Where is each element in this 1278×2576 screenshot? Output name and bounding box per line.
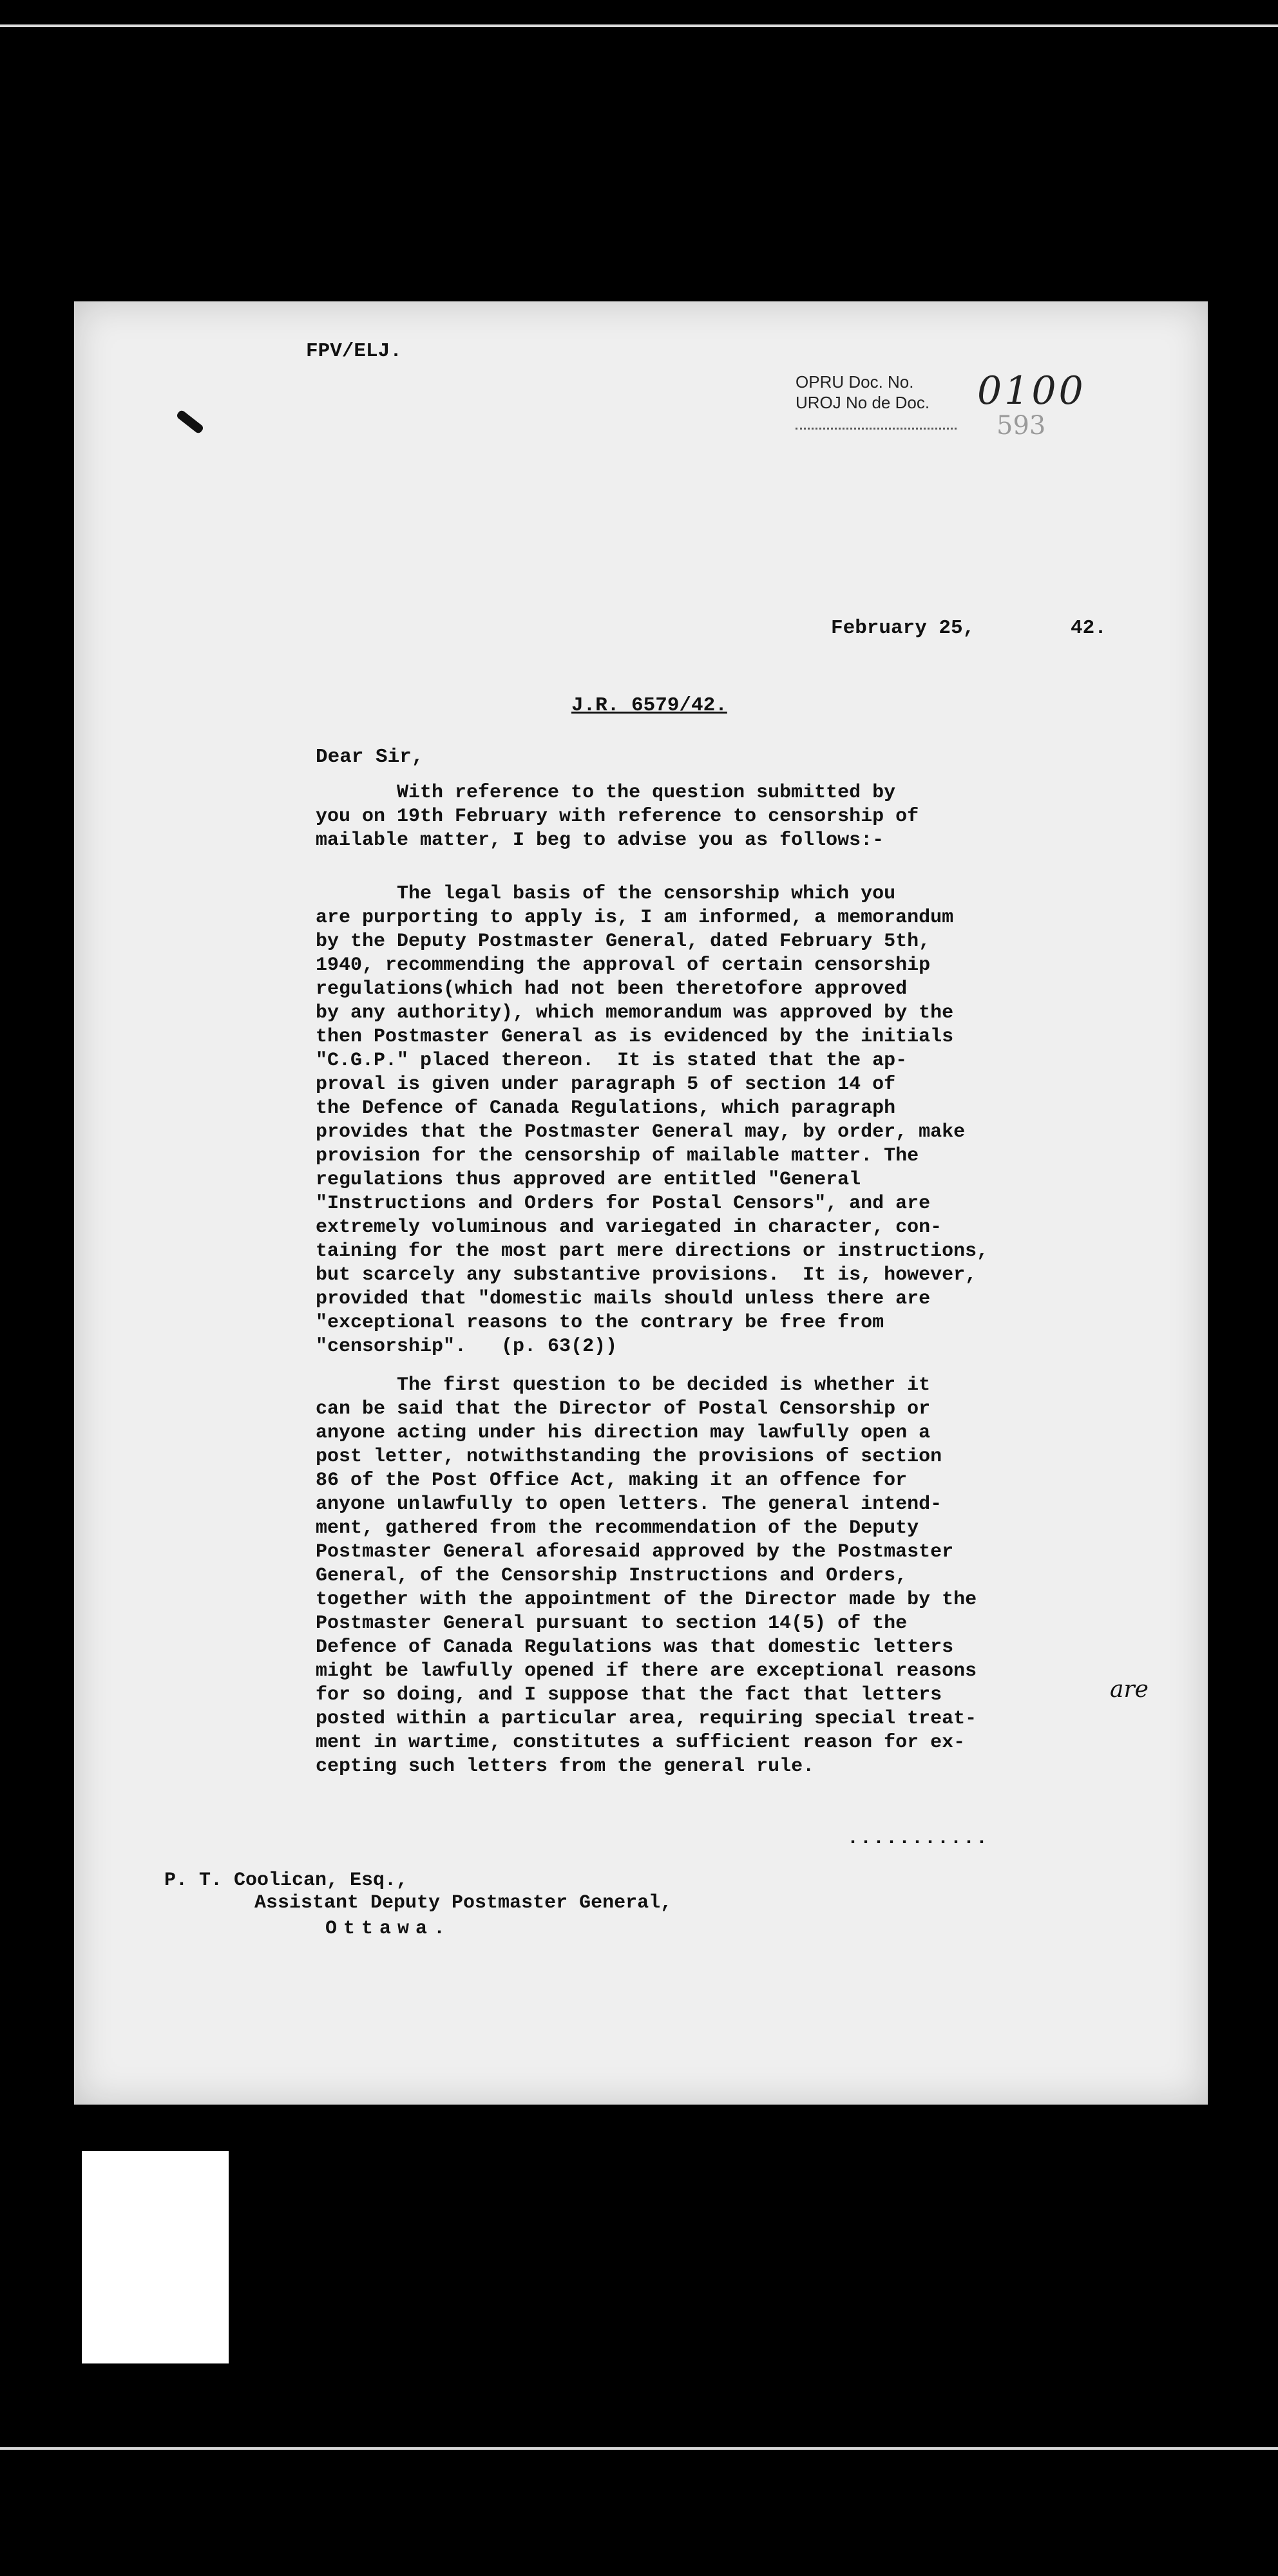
letter-date: February 25, 42. <box>831 617 1107 639</box>
handwritten-insert: are <box>1110 1676 1149 1703</box>
letter-page <box>74 301 1208 2105</box>
recipient-title: Assistant Deputy Postmaster General, <box>254 1892 672 1914</box>
paragraph-1: With reference to the question submitted by you on 19th February with reference to censorship of mailable matter, I beg to advise you as follows:- <box>316 782 919 851</box>
paragraph-3: The first question to be decided is whether it can be said that the Director of Postal Censorship or anyone acting under his direction may lawfully open a post letter, notwithstanding the provisions of section 86 of the Post Office Act, making it an offence for anyone unlawfully to open letters. The general intend- ment, gathered from the recommendation of the Deputy Postmaster General aforesaid approved by the Postmaster General, of the Censorship Instructions and Orders, together with the appointment of the Director made by the Postmaster General pursuant to section 14(5) of the Defence of Canada Regulations was that domestic letters might be lawfully opened if there are exceptional reasons for so doing, and I suppose that the fact that letters posted within a particular area, requiring special treat- ment in wartime, constitutes a sufficient reason for ex- cepting such letters from the general rule. <box>316 1374 977 1777</box>
white-label-patch <box>82 2151 229 2363</box>
stamp-faint-number: 593 <box>997 411 1046 440</box>
recipient-city: Ottawa. <box>325 1918 452 1940</box>
document-number-stamp <box>796 368 1092 443</box>
stamp-label-french: UROJ No de Doc. <box>796 393 930 412</box>
salutation: Dear Sir, <box>316 746 424 768</box>
reference-number: J.R. 6579/42. <box>571 694 727 717</box>
stamp-handwritten-number: 0100 <box>977 368 1086 413</box>
ellipsis-dots: ........... <box>847 1828 989 1850</box>
stamp-dotted-rule <box>796 428 957 430</box>
typist-initials: FPV/ELJ. <box>306 340 402 363</box>
ink-mark <box>176 409 205 434</box>
recipient-name: P. T. Coolican, Esq., <box>164 1870 408 1891</box>
stamp-label-english: OPRU Doc. No. <box>796 372 914 392</box>
film-frame-bottom-line <box>0 2447 1278 2450</box>
paragraph-2: The legal basis of the censorship which you are purporting to apply is, I am informed, a memorandum by the Deputy Postmaster General, dated February 5th, 1940, recommending the approval of certain censorship regulations(which had not been theretofore approved by any authority), which memorandum was approved by the then Postmaster General as is evidenced by the initials "C.G.P." placed thereon. It is stated that the ap- proval is given under paragraph 5 of section 14 of the Defence of Canada Regulations, which paragraph provides that the Postmaster General may, by order, make provision for the censorship of mailable matter. The regulations thus approved are entitled "General "Instructions and Orders for Postal Censors", and are extremely voluminous and variegated in character, con- taining for the most part mere directions or instructions, but scarcely any substantive provisions. It is, however, provided that "domestic mails should unless there are "exceptional reasons to the contrary be free from "censorship". (p. 63(2)) <box>316 883 989 1358</box>
film-frame-top-line <box>0 24 1278 27</box>
